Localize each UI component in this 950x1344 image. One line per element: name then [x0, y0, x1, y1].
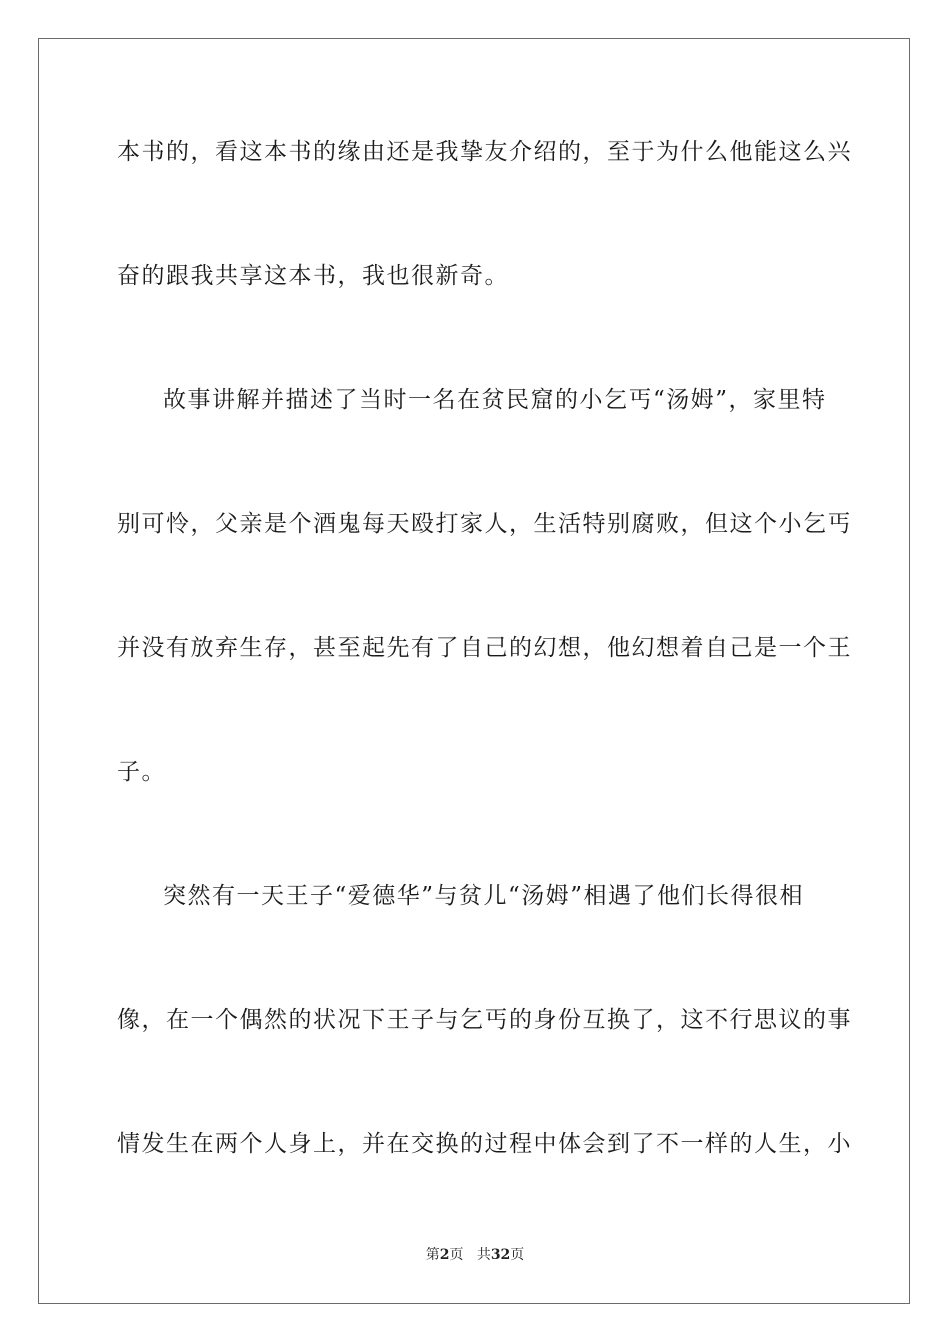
- text-line-4: 别可怜，父亲是个酒鬼每天殴打家人，生活特别腐败，但这个小乞丐: [117, 511, 852, 537]
- text-line-2: 奋的跟我共享这本书，我也很新奇。: [117, 263, 509, 289]
- text-line-8: 像，在一个偶然的状况下王子与乞丐的身份互换了，这不行思议的事: [117, 1007, 852, 1033]
- page-frame: [38, 38, 910, 1304]
- text-line-1: 本书的，看这本书的缘由还是我挚友介绍的，至于为什么他能这么兴: [117, 139, 852, 165]
- total-pages: 32: [490, 1247, 511, 1263]
- text-line-3: 故事讲解并描述了当时一名在贫民窟的小乞丐“汤姆”，家里特: [163, 387, 827, 413]
- page-suffix: 页: [449, 1247, 464, 1263]
- page-number: 2: [439, 1247, 450, 1263]
- page-prefix: 第: [425, 1247, 440, 1263]
- text-line-5: 并没有放弃生存，甚至起先有了自己的幻想，他幻想着自己是一个王: [117, 635, 852, 661]
- text-line-6: 子。: [117, 759, 166, 785]
- text-line-9: 情发生在两个人身上，并在交换的过程中体会到了不一样的人生，小: [117, 1131, 852, 1157]
- total-suffix: 页: [510, 1247, 525, 1263]
- text-line-7: 突然有一天王子“爱德华”与贫儿“汤姆”相遇了他们长得很相: [163, 883, 805, 909]
- page-footer: [0, 1246, 950, 1264]
- total-prefix: 共: [476, 1247, 491, 1263]
